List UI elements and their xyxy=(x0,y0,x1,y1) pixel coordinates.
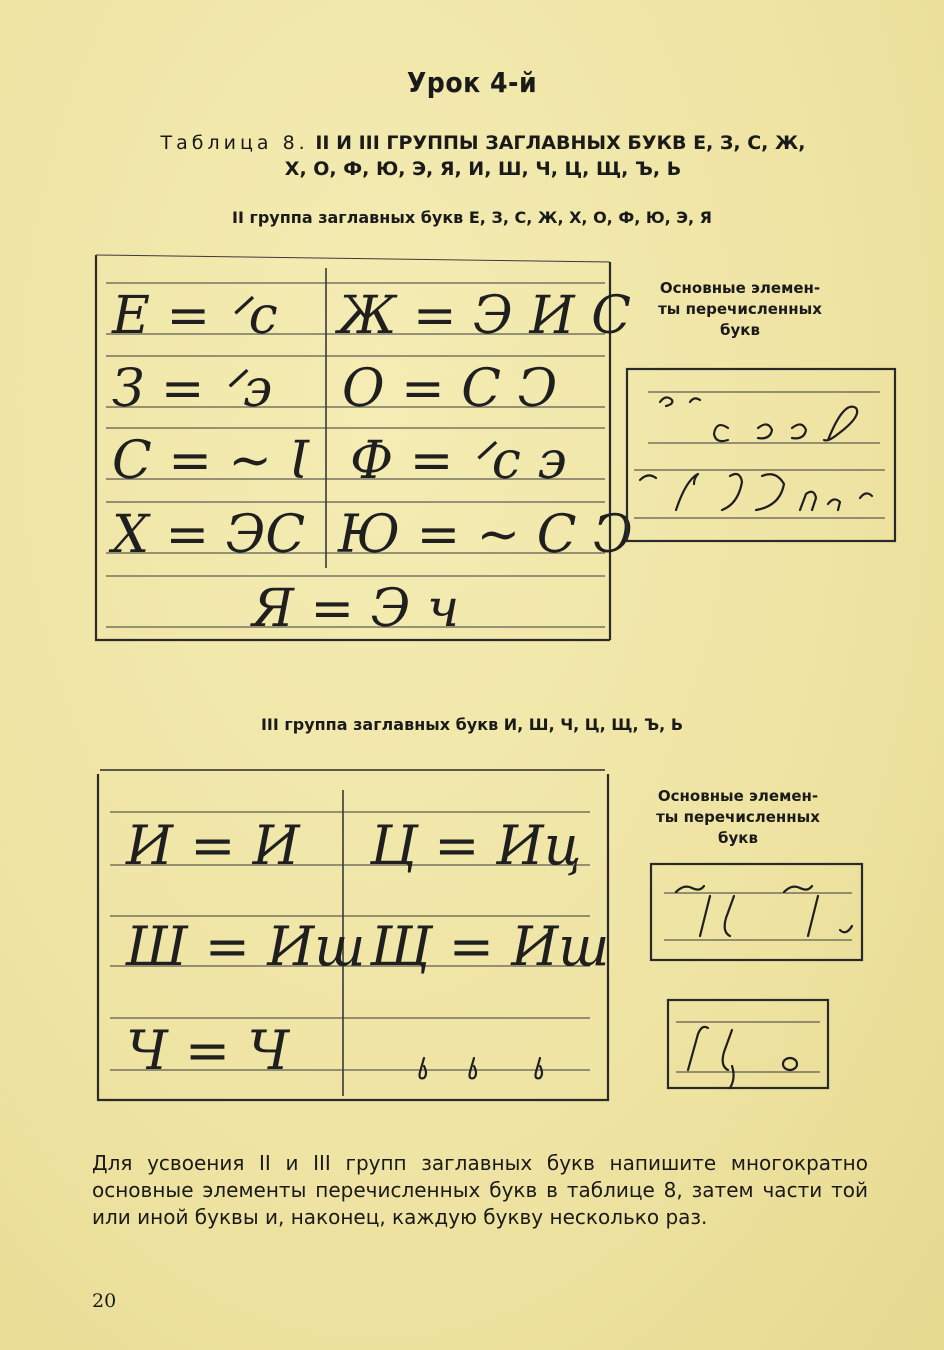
group2-note-line2: ты перечисленных xyxy=(658,300,822,318)
formula-s: С = ~ Ɩ xyxy=(112,431,310,491)
table-heading-line2: Х, О, Ф, Ю, Э, Я, И, Ш, Ч, Ц, Щ, Ъ, Ь xyxy=(284,158,682,180)
formula-ts: Ц = Иц xyxy=(370,814,582,877)
lesson-title: Урок 4-й xyxy=(406,66,538,99)
formula-ch: Ч = Ч xyxy=(126,1019,290,1082)
instruction-paragraph: Для усвоения II и III групп заглавных букв напишите многократно основные элементы перечисленных букв в таблице 8, затем части той или иной буквы и, наконец, каждую букву несколько раз. xyxy=(92,1151,868,1229)
group2-heading: II группа заглавных букв Е, З, С, Ж, Х, О, Ф, Ю, Э, Я xyxy=(232,208,712,227)
group3-note-line2: ты перечисленных xyxy=(656,808,820,826)
formula-yu: Ю = ~ С Ͻ xyxy=(338,505,633,565)
formula-e: Е = ᐟс xyxy=(112,286,278,346)
group3-note-line3: букв xyxy=(718,829,758,847)
formula-kh: Х = ЭС xyxy=(112,505,306,565)
formula-zh: Ж = Э И С xyxy=(338,286,632,346)
group2-note-line3: букв xyxy=(720,321,760,339)
group2-note-line1: Основные элемен- xyxy=(659,279,821,297)
table-heading-line1: II И III ГРУППЫ ЗАГЛАВНЫХ БУКВ Е, З, С, Ж, xyxy=(315,132,806,154)
table-label: Таблица 8. xyxy=(160,132,309,154)
group3-note-line1: Основные элемен- xyxy=(657,787,819,805)
formula-i: И = И xyxy=(126,814,300,877)
formula-shch: Щ = Иш xyxy=(370,915,610,978)
page-number: 20 xyxy=(92,1290,117,1312)
group3-element-strokes-b xyxy=(688,1027,797,1088)
formula-f: Ф = ᐟс э xyxy=(350,431,567,491)
formula-o: О = С Ͻ xyxy=(342,359,558,419)
group3-heading: III группа заглавных букв И, Ш, Ч, Ц, Щ, Ъ, Ь xyxy=(260,715,684,734)
formula-sh: Ш = Иш xyxy=(126,915,366,978)
formula-ya: Я = Э ч xyxy=(252,579,460,639)
formula-z: З = ᐟэ xyxy=(112,359,273,419)
